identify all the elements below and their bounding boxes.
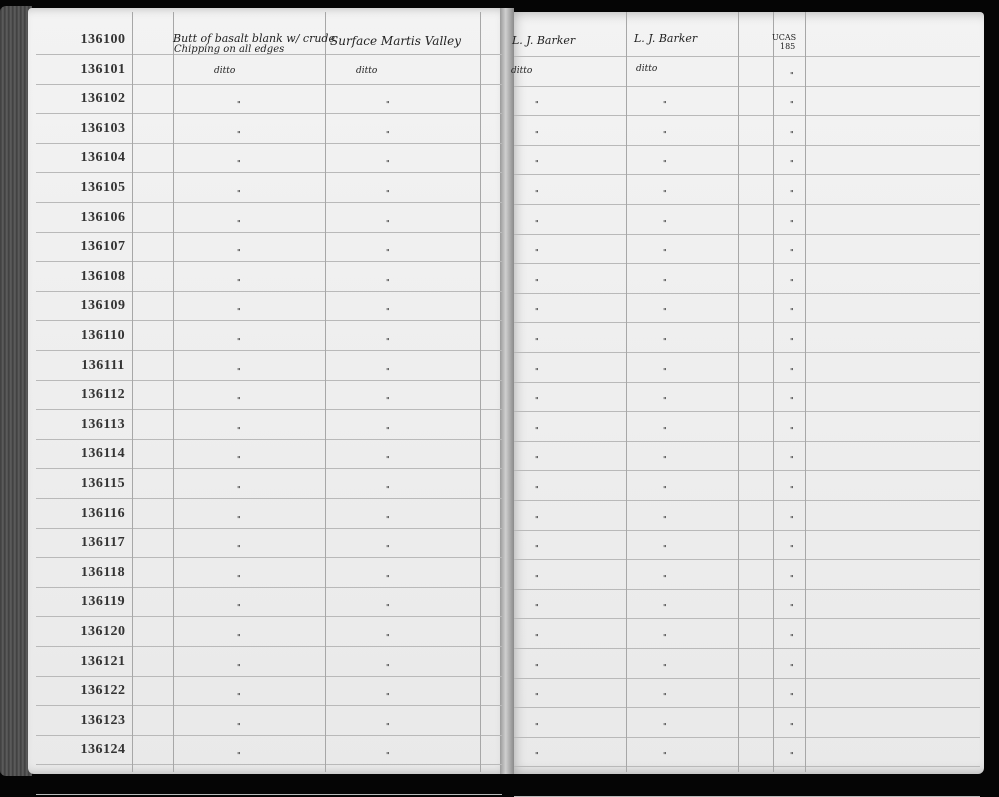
ditto-collector: ditto: [511, 66, 533, 76]
ditto-mark: ": [663, 307, 667, 316]
ledger-rule-left: [36, 764, 502, 765]
ledger-rule-right: [514, 204, 980, 205]
catalog-number: 136107: [80, 239, 126, 254]
entry-locality: Surface Martis Valley: [330, 34, 462, 48]
ditto-mark: ": [237, 603, 241, 612]
ditto-mark: ": [386, 485, 390, 494]
ledger-rule-right: [514, 293, 980, 294]
right-page: [506, 12, 984, 774]
book-spine: [500, 8, 514, 774]
ditto-mark: ": [790, 159, 794, 168]
ledger-rule-left: [36, 232, 502, 233]
catalog-number: 136108: [80, 269, 126, 284]
catalog-number: 136111: [81, 358, 125, 373]
ledger-rule-right: [514, 234, 980, 235]
ditto-mark: ": [663, 396, 667, 405]
catalog-number: 136101: [80, 62, 126, 77]
ditto-mark: ": [663, 603, 667, 612]
entry-description-line2: Chipping on all edges: [174, 44, 285, 55]
catalog-number: 136102: [80, 91, 126, 106]
catalog-number: 136121: [80, 654, 126, 669]
ditto-mark: ": [790, 544, 794, 553]
ditto-mark: ": [535, 219, 539, 228]
ditto-mark: ": [535, 337, 539, 346]
entry-reference-line2: 185: [780, 42, 796, 51]
ledger-rule-left: [36, 261, 502, 262]
ledger-column-rule: [805, 12, 806, 772]
entry-collector: L. J. Barker: [512, 34, 576, 47]
ditto-mark: ": [386, 159, 390, 168]
ledger-rule-left: [36, 291, 502, 292]
ditto-mark: ": [535, 367, 539, 376]
ditto-mark: ": [663, 751, 667, 760]
ditto-mark: ": [386, 189, 390, 198]
ledger-rule-right: [514, 115, 980, 116]
ditto-mark: ": [790, 426, 794, 435]
ditto-mark: ": [663, 455, 667, 464]
catalog-number: 136123: [80, 713, 126, 728]
ditto-mark: ": [535, 248, 539, 257]
ditto-donor: ditto: [636, 64, 658, 74]
ledger-rule-left: [36, 113, 502, 114]
ditto-mark: ": [663, 248, 667, 257]
catalog-number: 136120: [80, 624, 126, 639]
ditto-mark: ": [663, 515, 667, 524]
ledger-rule-left: [36, 705, 502, 706]
ditto-mark: ": [386, 663, 390, 672]
ledger-rule-right: [514, 648, 980, 649]
ditto-mark: ": [386, 396, 390, 405]
ditto-mark: ": [790, 337, 794, 346]
ditto-mark: ": [386, 367, 390, 376]
ditto-mark: ": [535, 159, 539, 168]
ditto-mark: ": [790, 396, 794, 405]
catalog-number: 136110: [80, 328, 126, 343]
ditto-mark: ": [663, 278, 667, 287]
ditto-mark: ": [663, 663, 667, 672]
ledger-rule-right: [514, 470, 980, 471]
catalog-number: 136122: [80, 683, 126, 698]
ditto-mark: ": [386, 603, 390, 612]
catalog-number: 136103: [80, 121, 126, 136]
ledger-rule-left: [36, 380, 502, 381]
ledger-rule-left: [36, 528, 502, 529]
ditto-description: ditto: [214, 66, 236, 76]
ledger-rule-right: [514, 86, 980, 87]
ledger-rule-left: [36, 735, 502, 736]
ledger-rule-right: [514, 382, 980, 383]
ledger-rule-left: [36, 350, 502, 351]
catalog-number: 136106: [80, 210, 126, 225]
ditto-mark: ": [237, 751, 241, 760]
ditto-mark: ": [237, 307, 241, 316]
ditto-mark: ": [237, 633, 241, 642]
catalog-number: 136114: [80, 446, 126, 461]
ditto-mark: ": [237, 100, 241, 109]
ledger-rule-right: [514, 145, 980, 146]
entry-donor: L. J. Barker: [634, 32, 698, 45]
ditto-mark: ": [535, 426, 539, 435]
ledger-rule-right: [514, 589, 980, 590]
ledger-rule-right: [514, 322, 980, 323]
ledger-rule-left: [36, 498, 502, 499]
catalog-number: 136113: [80, 417, 126, 432]
ledger-column-rule: [173, 12, 174, 772]
ditto-mark: ": [790, 633, 794, 642]
catalog-number: 136119: [80, 594, 126, 609]
ditto-mark: ": [790, 692, 794, 701]
ledger-rule-right: [514, 737, 980, 738]
ditto-mark: ": [790, 455, 794, 464]
ditto-mark: ": [790, 751, 794, 760]
ditto-mark: ": [535, 574, 539, 583]
ditto-mark: ": [535, 130, 539, 139]
ditto-mark: ": [535, 751, 539, 760]
ditto-mark: ": [386, 337, 390, 346]
catalog-number: 136118: [80, 565, 126, 580]
ditto-mark: ": [663, 219, 667, 228]
ditto-mark: ": [237, 692, 241, 701]
ditto-mark: ": [386, 633, 390, 642]
ledger-rule-right: [514, 618, 980, 619]
ditto-mark: ": [237, 544, 241, 553]
ledger-rule-right: [514, 678, 980, 679]
ditto-mark: ": [535, 100, 539, 109]
catalog-number: 136109: [80, 298, 126, 313]
ditto-mark: ": [386, 455, 390, 464]
ditto-mark: ": [663, 485, 667, 494]
ledger-rule-left: [36, 84, 502, 85]
ditto-mark: ": [790, 515, 794, 524]
ledger-rule-left: [36, 202, 502, 203]
ditto-mark: ": [535, 455, 539, 464]
ditto-mark: ": [790, 71, 794, 80]
ditto-mark: ": [535, 722, 539, 731]
ditto-mark: ": [386, 574, 390, 583]
ditto-mark: ": [663, 692, 667, 701]
ditto-mark: ": [790, 189, 794, 198]
ledger-rule-left: [36, 409, 502, 410]
ledger-rule-right: [514, 174, 980, 175]
ditto-mark: ": [663, 337, 667, 346]
ditto-mark: ": [237, 426, 241, 435]
ditto-mark: ": [790, 248, 794, 257]
ditto-mark: ": [237, 130, 241, 139]
ditto-mark: ": [237, 337, 241, 346]
ledger-column-rule: [480, 12, 481, 772]
catalog-number: 136100: [80, 32, 126, 47]
ditto-mark: ": [535, 396, 539, 405]
ledger-rule-left: [36, 587, 502, 588]
entry-reference-line1: UCAS: [772, 33, 797, 42]
ditto-mark: ": [386, 278, 390, 287]
ditto-mark: ": [790, 722, 794, 731]
ledger-rule-left: [36, 439, 502, 440]
ditto-mark: ": [535, 544, 539, 553]
ditto-mark: ": [386, 130, 390, 139]
ditto-mark: ": [386, 219, 390, 228]
ditto-mark: ": [386, 426, 390, 435]
ditto-mark: ": [535, 603, 539, 612]
ditto-mark: ": [663, 722, 667, 731]
ledger-rule-left: [36, 676, 502, 677]
catalog-number: 136105: [80, 180, 126, 195]
ditto-mark: ": [535, 278, 539, 287]
ditto-mark: ": [237, 485, 241, 494]
catalog-number: 136124: [80, 742, 126, 757]
ditto-mark: ": [663, 189, 667, 198]
ditto-mark: ": [386, 544, 390, 553]
ditto-mark: ": [386, 692, 390, 701]
ditto-mark: ": [663, 367, 667, 376]
entry-description-line1: Butt of basalt blank w/ crude: [173, 32, 335, 45]
ledger-rule-right: [514, 707, 980, 708]
ditto-mark: ": [663, 130, 667, 139]
ditto-mark: ": [535, 663, 539, 672]
ditto-mark: ": [237, 189, 241, 198]
ditto-mark: ": [790, 603, 794, 612]
ledger-rule-left: [36, 172, 502, 173]
catalog-number: 136115: [80, 476, 126, 491]
ditto-mark: ": [237, 722, 241, 731]
ditto-mark: ": [663, 100, 667, 109]
ledger-rule-left: [36, 320, 502, 321]
ledger-rule-left: [36, 794, 502, 795]
catalog-number: 136117: [80, 535, 126, 550]
ditto-mark: ": [237, 396, 241, 405]
ledger-rule-right: [514, 263, 980, 264]
ditto-mark: ": [386, 307, 390, 316]
ditto-mark: ": [386, 751, 390, 760]
ledger-rule-right: [514, 500, 980, 501]
ditto-mark: ": [790, 130, 794, 139]
ledger-rule-right: [514, 441, 980, 442]
ditto-mark: ": [237, 219, 241, 228]
ledger-rule-left: [36, 616, 502, 617]
ledger-column-rule: [738, 12, 739, 772]
ditto-mark: ": [386, 722, 390, 731]
ledger-rule-left: [36, 143, 502, 144]
ditto-mark: ": [386, 248, 390, 257]
ditto-mark: ": [790, 307, 794, 316]
ditto-mark: ": [535, 515, 539, 524]
ditto-mark: ": [535, 189, 539, 198]
ditto-mark: ": [237, 278, 241, 287]
ditto-mark: ": [237, 248, 241, 257]
ditto-mark: ": [790, 100, 794, 109]
ditto-mark: ": [790, 574, 794, 583]
catalog-number: 136104: [80, 150, 126, 165]
ditto-mark: ": [663, 633, 667, 642]
ledger-rule-left: [36, 557, 502, 558]
ditto-mark: ": [663, 574, 667, 583]
ditto-mark: ": [535, 633, 539, 642]
ledger-column-rule: [626, 12, 627, 772]
ditto-mark: ": [663, 159, 667, 168]
ditto-mark: ": [790, 367, 794, 376]
ledger-rule-right: [514, 352, 980, 353]
ditto-mark: ": [237, 367, 241, 376]
ditto-locality: ditto: [356, 66, 378, 76]
ditto-mark: ": [237, 663, 241, 672]
ledger-rule-left: [36, 646, 502, 647]
ledger-rule-right: [514, 559, 980, 560]
ditto-mark: ": [790, 663, 794, 672]
ditto-mark: ": [535, 692, 539, 701]
ledger-rule-right: [514, 411, 980, 412]
ditto-mark: ": [237, 515, 241, 524]
ditto-mark: ": [790, 219, 794, 228]
ditto-mark: ": [386, 100, 390, 109]
ditto-mark: ": [790, 485, 794, 494]
ditto-mark: ": [663, 426, 667, 435]
ditto-mark: ": [386, 515, 390, 524]
ledger-rule-left: [36, 468, 502, 469]
ditto-mark: ": [535, 307, 539, 316]
ditto-mark: ": [237, 455, 241, 464]
ditto-mark: ": [663, 544, 667, 553]
ledger-rule-right: [514, 530, 980, 531]
catalog-number: 136112: [80, 387, 126, 402]
ledger-column-rule: [325, 12, 326, 772]
ditto-mark: ": [790, 278, 794, 287]
catalog-number: 136116: [80, 506, 126, 521]
ditto-mark: ": [535, 485, 539, 494]
ledger-rule-right: [514, 766, 980, 767]
ditto-mark: ": [237, 574, 241, 583]
ledger-rule-right: [514, 56, 980, 57]
ditto-mark: ": [237, 159, 241, 168]
ledger-column-rule: [773, 12, 774, 772]
